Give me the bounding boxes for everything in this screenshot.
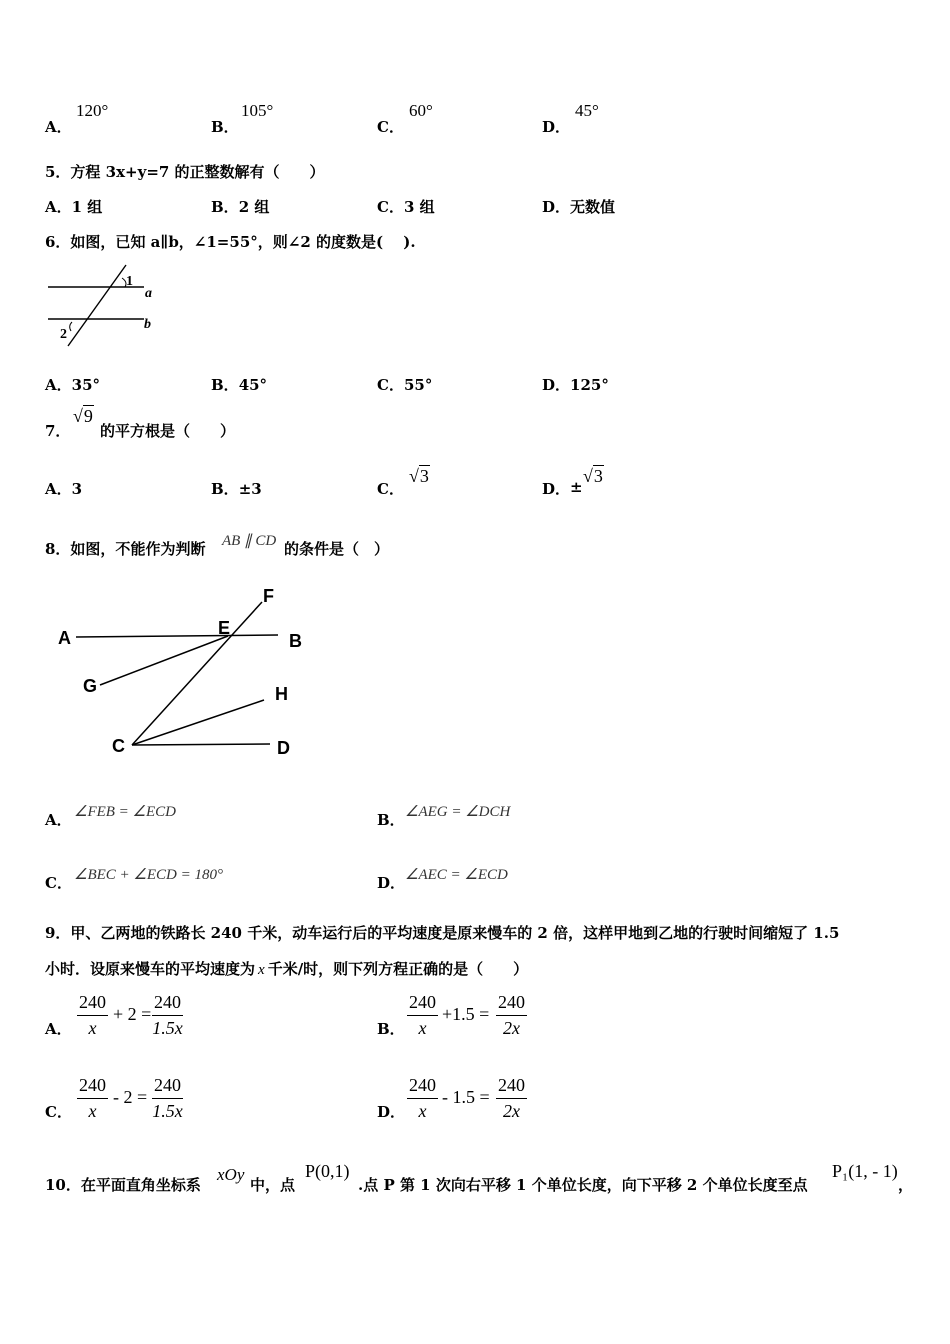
q7-option-a-value: 3: [71, 480, 83, 498]
q9-option-a-label: A．: [45, 1020, 72, 1038]
q9-option-b-n1: 240: [407, 992, 438, 1016]
q9-option-a-frac2: [152, 992, 183, 1039]
q8-option-b-value: ∠AEG = ∠DCH: [405, 804, 511, 820]
q10-tail: ，: [898, 1176, 914, 1194]
q9-line2: [45, 958, 528, 979]
q5-option-a-label: A．: [45, 198, 72, 216]
q4-option-b-value: 105°: [241, 101, 274, 120]
q7-sqrt-expression: √9: [73, 406, 93, 426]
q10-point-p1: P₁(1, - 1): [832, 1161, 898, 1181]
q9-option-c-op: - 2 =: [113, 1087, 148, 1107]
q8-option-d-value: ∠AEC = ∠ECD: [405, 867, 508, 883]
q8-option-c-value: ∠BEC + ∠ECD = 180°: [74, 867, 223, 883]
q9-option-d-op: - 1.5 =: [442, 1087, 490, 1107]
q8-stem-suffix: 的条件是（ ）: [284, 540, 390, 558]
q9-option-a-n1: 240: [77, 992, 108, 1016]
q6-option-b-label: B．: [211, 376, 239, 394]
q9-option-d-d1: x: [418, 1101, 427, 1121]
q9-option-d-d2: 2x: [503, 1101, 520, 1121]
q8-label-e: E: [218, 618, 231, 638]
q5-option-c-label: C．: [377, 198, 404, 216]
q9-option-c-label: C．: [45, 1103, 72, 1121]
q6-angle2-arc: [70, 322, 72, 331]
q8-label-h: H: [275, 684, 288, 704]
q9-option-b-op: +1.5 =: [442, 1004, 490, 1024]
q9-option-b-d2: 2x: [503, 1018, 520, 1038]
q8-figure: [50, 580, 330, 770]
q9-option-a-n2: 240: [152, 992, 183, 1016]
q9-option-d-n1: 240: [407, 1075, 438, 1099]
q7-option-c-sqrt: √3: [409, 466, 429, 486]
q5-option-b-value: 2 组: [238, 198, 270, 216]
q9-option-b-frac1: [407, 992, 438, 1039]
q9-option-a-d1: x: [88, 1018, 97, 1038]
q9-line2-prefix: 小时．设原来慢车的平均速度为: [45, 960, 256, 978]
q8-option-b-label: B．: [377, 811, 405, 829]
q9-line2-suffix: 千米/时，则下列方程正确的是（ ）: [267, 960, 529, 978]
q7-option-a-label: A．: [45, 480, 72, 498]
q8-line-ab: [76, 635, 278, 637]
q5-option-a-value: 1 组: [71, 198, 103, 216]
q9-option-a-op: + 2 =: [113, 1004, 152, 1024]
q9-option-b-n2: 240: [496, 992, 527, 1016]
q8-stem-prefix: 8．如图，不能作为判断: [45, 540, 206, 558]
q6-stem: 6．如图，已知 a∥b，∠1=55°，则∠2 的度数是( ).: [45, 233, 416, 251]
q6-label-b: b: [144, 317, 151, 332]
q5-option-b-label: B．: [211, 198, 239, 216]
q7-option-d-label: D．: [542, 480, 571, 498]
q6-parallel-lines-figure: [40, 262, 170, 352]
q8-label-g: G: [83, 676, 98, 696]
q6-option-d-value: 125°: [570, 376, 609, 394]
q7-option-d-radicand: 3: [593, 466, 603, 486]
q8-option-a-label: A．: [45, 811, 72, 829]
q9-option-d-n2: 240: [496, 1075, 527, 1099]
q9-option-c-d1: x: [88, 1101, 97, 1121]
q6-option-a-value: 35°: [71, 376, 101, 394]
q8-label-f: F: [263, 586, 274, 606]
q4-option-d-value: 45°: [575, 101, 599, 120]
q6-option-d-label: D．: [542, 376, 571, 394]
q5-option-c-value: 3 组: [403, 198, 435, 216]
q6-option-a-label: A．: [45, 376, 72, 394]
q8-label-a: A: [58, 628, 71, 648]
q5-option-d-value: 无数值: [570, 198, 616, 216]
q10-prefix: 10．在平面直角坐标系: [45, 1176, 201, 1194]
q7-stem-rest: 的平方根是（ ）: [100, 422, 236, 440]
q10-mid1: 中，点: [250, 1176, 296, 1194]
q8-option-a-value: ∠FEB = ∠ECD: [74, 804, 177, 820]
q7-option-d-prefix: ±: [570, 478, 583, 496]
q9-option-a-frac1: [77, 992, 108, 1039]
q6-option-c-label: C．: [377, 376, 404, 394]
q8-option-d-label: D．: [377, 874, 406, 892]
q6-label-a: a: [145, 286, 152, 301]
q9-option-c-frac1: [77, 1075, 108, 1122]
q6-option-c-value: 55°: [403, 376, 433, 394]
q9-option-d-frac1: [407, 1075, 438, 1122]
q8-option-c-label: C．: [45, 874, 72, 892]
q4-option-c-value: 60°: [409, 101, 433, 120]
q7-radicand: 9: [83, 406, 93, 426]
q4-option-a-value: 120°: [76, 101, 109, 120]
q6-label-1: 1: [126, 274, 133, 289]
q10-mid2: .点 P 第 1 次向右平移 1 个单位长度，向下平移 2 个单位长度至点: [358, 1176, 808, 1194]
q9-line1: 9．甲、乙两地的铁路长 240 千米，动车运行后的平均速度是原来慢车的 2 倍，这样甲地到乙地的行驶时间缩短了 1.5: [45, 924, 840, 942]
q8-condition: AB ∥ CD: [222, 533, 277, 549]
q7-option-b-value: ±3: [238, 480, 262, 498]
q5-option-d-label: D．: [542, 198, 571, 216]
q7-option-c-radicand: 3: [419, 466, 429, 486]
q8-line-cd: [132, 744, 270, 745]
q7-option-d-sqrt: √3: [583, 466, 603, 486]
q9-option-c-n1: 240: [77, 1075, 108, 1099]
q7-number: 7．: [45, 422, 71, 440]
q7-option-c-label: C．: [377, 480, 404, 498]
q6-label-2: 2: [60, 327, 67, 342]
q6-option-b-value: 45°: [238, 376, 268, 394]
q9-option-d-frac2: [496, 1075, 527, 1122]
q9-option-a-d2: 1.5x: [152, 1018, 183, 1038]
q9-line2-var: x: [258, 962, 265, 978]
q10-point-p: P(0,1): [305, 1161, 350, 1181]
q6-transversal: [68, 265, 126, 346]
q10-system: xOy: [217, 1165, 245, 1184]
q9-option-b-d1: x: [418, 1018, 427, 1038]
q9-option-c-n2: 240: [152, 1075, 183, 1099]
q9-option-d-label: D．: [377, 1103, 406, 1121]
q4-option-a-label: A．: [45, 118, 72, 136]
q9-option-c-d2: 1.5x: [152, 1101, 183, 1121]
q5-stem: 5．方程 3x+y=7 的正整数解有（ ）: [45, 163, 325, 181]
q4-option-b-label: B．: [211, 118, 239, 136]
q4-option-c-label: C．: [377, 118, 404, 136]
q9-option-b-label: B．: [377, 1020, 405, 1038]
q8-label-c: C: [112, 736, 125, 756]
q8-label-d: D: [277, 738, 290, 758]
q8-label-b: B: [289, 631, 302, 651]
q9-option-b-frac2: [496, 992, 527, 1039]
q9-option-c-frac2: [152, 1075, 183, 1122]
q4-option-d-label: D．: [542, 118, 571, 136]
q7-option-b-label: B．: [211, 480, 239, 498]
